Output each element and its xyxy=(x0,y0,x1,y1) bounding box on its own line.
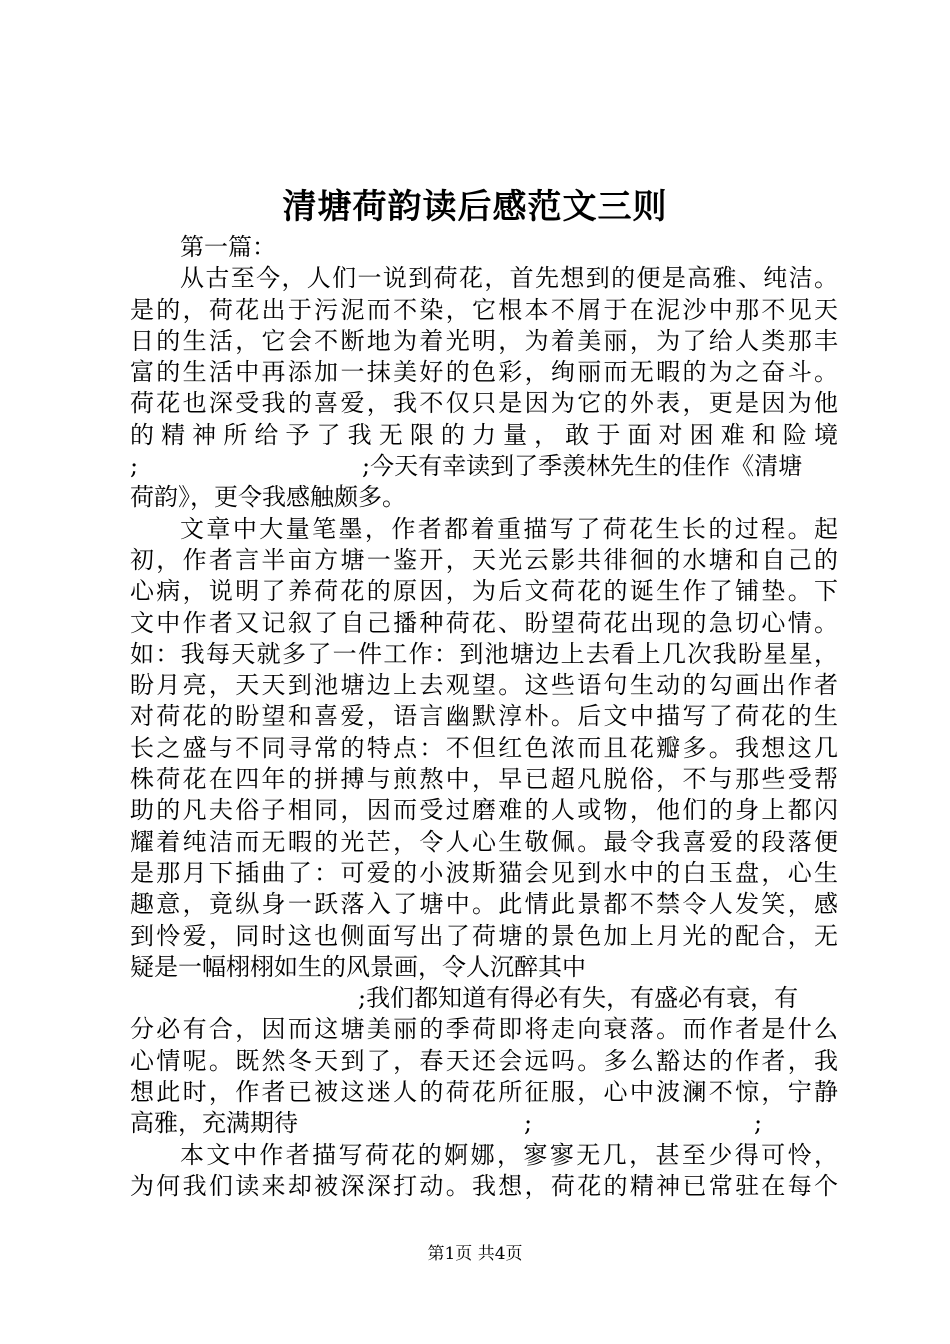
document-title: 清塘荷韵读后感范文三则 xyxy=(282,187,668,227)
text-line: 是那月下插曲了：可爱的小波斯猫会见到水中的白玉盘，心生 xyxy=(130,858,838,887)
text-line: 日的生活，它会不断地为着光明，为着美丽，为了给人类那丰 xyxy=(130,326,838,355)
text-line: ;我们都知道有得必有失，有盛必有衰，有 xyxy=(358,984,799,1013)
text-line: 想此时，作者已被这迷人的荷花所征服，心中波澜不惊，宁静 xyxy=(130,1078,838,1107)
text-line: 到怜爱，同时这也侧面写出了荷塘的景色加上月光的配合，无 xyxy=(130,921,838,950)
document-body xyxy=(130,232,838,1202)
semicolon-mark: ; xyxy=(524,1109,533,1138)
text-line: 本文中作者描写荷花的婀娜，寥寥无几，甚至少得可怜， xyxy=(180,1140,838,1169)
text-line: 为何我们读来却被深深打动。我想，荷花的精神已常驻在每个 xyxy=(130,1171,838,1200)
text-line: 心情呢。既然冬天到了，春天还会远吗。多么豁达的作者，我 xyxy=(130,1046,838,1075)
text-line: 耀着纯洁而无暇的光芒，令人心生敬佩。最令我喜爱的段落便 xyxy=(130,827,838,856)
text-line: 荷韵》，更令我感触颇多。 xyxy=(130,483,406,512)
page-footer: 第1页 共4页 xyxy=(427,1244,523,1264)
section-heading: 第一篇： xyxy=(180,233,276,261)
text-line-head: 高雅，充满期待 xyxy=(130,1109,298,1138)
text-line: 从古至今，人们一说到荷花，首先想到的便是高雅、纯洁。 xyxy=(180,264,838,293)
text-line: 助的凡夫俗子相同，因而受过磨难的人或物，他们的身上都闪 xyxy=(130,796,838,825)
text-line: 株荷花在四年的拼搏与煎熬中，早已超凡脱俗，不与那些受帮 xyxy=(130,765,838,794)
text-line: 如：我每天就多了一件工作：到池塘边上去看上几次我盼星星， xyxy=(130,639,838,668)
text-line: 疑是一幅栩栩如生的风景画，令人沉醉其中 xyxy=(130,952,586,981)
text-line-tail: ;今天有幸读到了季羡林先生的佳作《清塘 xyxy=(362,452,803,481)
text-line: 初，作者言半亩方塘一鉴开，天光云影共徘徊的水塘和自己的 xyxy=(130,545,838,574)
text-line: 是的，荷花出于污泥而不染，它根本不屑于在泥沙中那不见天 xyxy=(130,295,838,324)
text-line: 文章中大量笔墨，作者都着重描写了荷花生长的过程。起 xyxy=(180,514,838,543)
text-line: 长之盛与不同寻常的特点：不但红色浓而且花瓣多。我想这几 xyxy=(130,733,838,762)
text-line: 文中作者又记叙了自己播种荷花、盼望荷花出现的急切心情。 xyxy=(130,608,838,637)
text-line: 盼月亮，天天到池塘边上去观望。这些语句生动的勾画出作者 xyxy=(130,671,838,700)
semicolon-mark: ; xyxy=(130,452,139,481)
semicolon-mark: ; xyxy=(754,1109,763,1138)
text-line: 分必有合，因而这塘美丽的季荷即将走向衰落。而作者是什么 xyxy=(130,1015,838,1044)
text-line: 的精神所给予了我无限的力量，敢于面对困难和险境 xyxy=(130,420,838,449)
text-line: 富的生活中再添加一抹美好的色彩，绚丽而无暇的为之奋斗。 xyxy=(130,358,838,387)
text-line: 趣意，竟纵身一跃落入了塘中。此情此景都不禁令人发笑，感 xyxy=(130,890,838,919)
text-line: 对荷花的盼望和喜爱，语言幽默淳朴。后文中描写了荷花的生 xyxy=(130,702,838,731)
text-line: 荷花也深受我的喜爱，我不仅只是因为它的外表，更是因为他 xyxy=(130,389,838,418)
text-line xyxy=(130,451,838,482)
text-line xyxy=(130,1108,838,1139)
text-line: 心病，说明了养荷花的原因，为后文荷花的诞生作了铺垫。下 xyxy=(130,577,838,606)
